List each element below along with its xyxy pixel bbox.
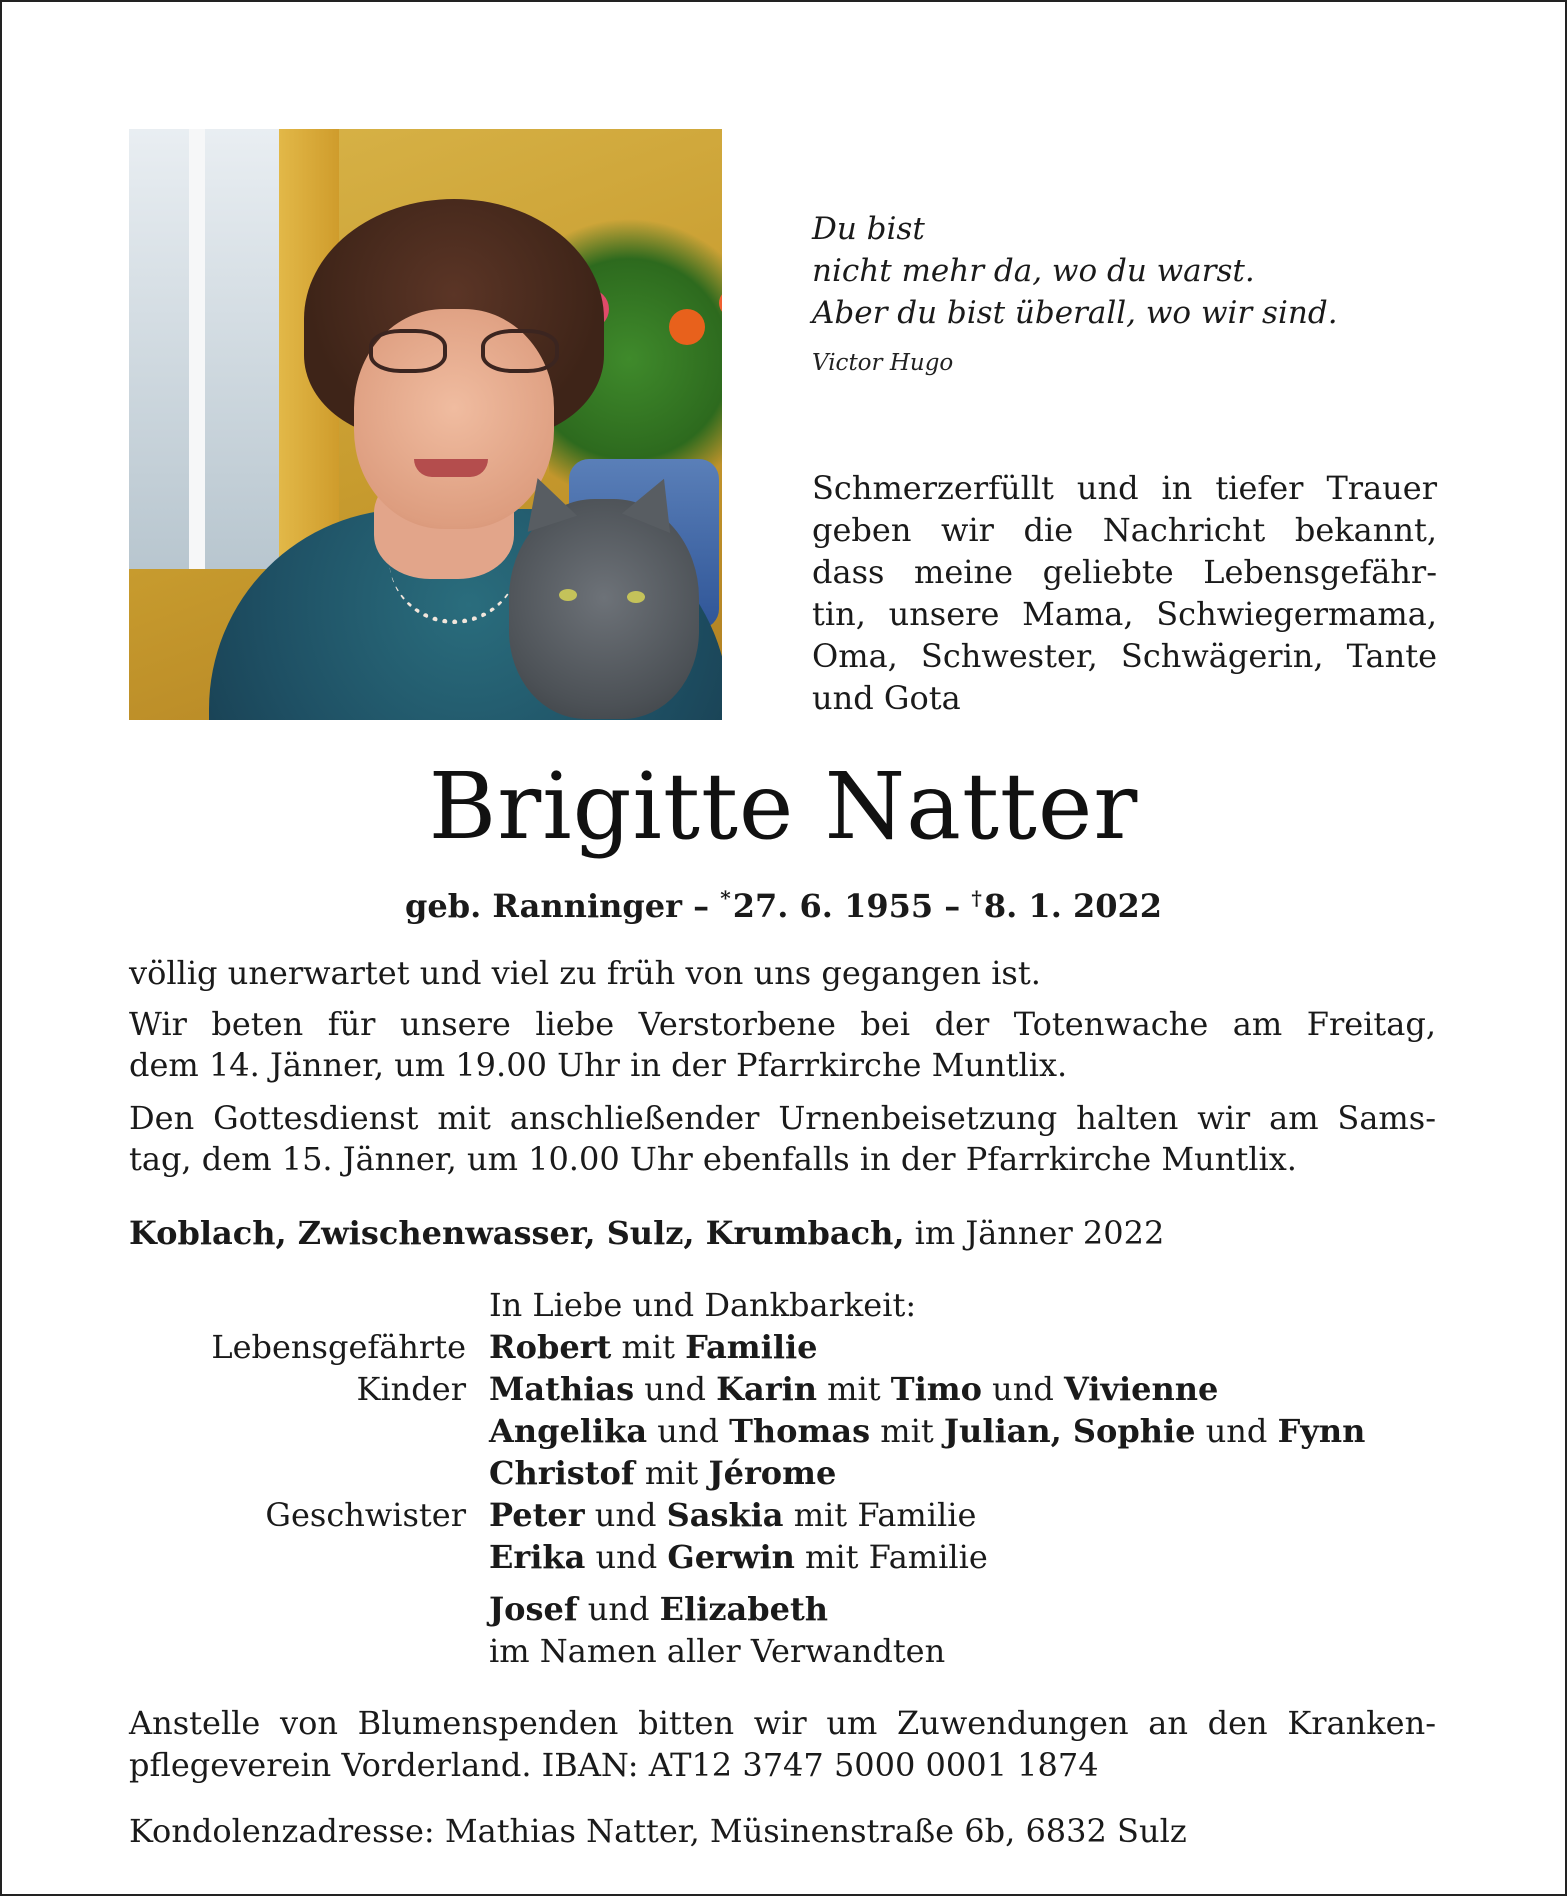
connector: mit <box>827 1370 881 1408</box>
name-bold: Christof <box>489 1454 635 1492</box>
date-line: im Jänner 2022 <box>914 1214 1165 1252</box>
wake-paragraph <box>129 1004 1436 1086</box>
connector: und <box>587 1590 650 1628</box>
quote-line: Aber du bist überall, wo wir sind. <box>812 295 1338 331</box>
passing-text <box>129 953 1436 994</box>
name-bold: Peter <box>489 1496 585 1534</box>
intro-paragraph <box>812 467 1437 719</box>
connector: mit <box>644 1454 699 1492</box>
siblings-label: Geschwister <box>265 1496 466 1534</box>
intro-line: Oma, Schwester, Schwägerin, Tante <box>812 637 1437 675</box>
child-family-3 <box>489 1452 836 1494</box>
connector: und <box>1205 1412 1268 1450</box>
quote-author: Victor Hugo <box>812 350 954 376</box>
name-bold: Elizabeth <box>659 1590 829 1628</box>
child-family-2 <box>489 1410 1365 1452</box>
sibling-family-2 <box>489 1536 988 1578</box>
name-bold: Gerwin <box>667 1538 795 1576</box>
name-bold: Mathias <box>489 1370 635 1408</box>
donation-line: Anstelle von Blumenspenden bitten wir um Zuwendungen an den Kranken- <box>129 1704 1436 1742</box>
name-bold: Karin <box>716 1370 817 1408</box>
funeral-line: Den Gottesdienst mit anschließender Urnenbeisetzung halten wir am Sams- <box>129 1099 1436 1137</box>
birth-symbol: * <box>720 886 731 910</box>
connector: und <box>594 1496 657 1534</box>
children-label: Kinder <box>356 1370 466 1408</box>
donation-line: pflegeverein Vorderland. IBAN: AT12 3747 5000 0001 1874 <box>129 1746 1099 1784</box>
connector: mit <box>621 1328 675 1366</box>
intro-line: dass meine geliebte Lebensgefähr- <box>812 553 1437 591</box>
wake-line: dem 14. Jänner, um 19.00 Uhr in der Pfarrkirche Muntlix. <box>129 1046 1068 1084</box>
partner-label: Lebensgefährte <box>211 1328 466 1366</box>
name-bold: Josef <box>489 1590 578 1628</box>
dash: – <box>693 887 710 925</box>
donation-paragraph <box>129 1702 1436 1786</box>
signatures <box>0 1284 1567 1672</box>
extra-names <box>489 1588 828 1630</box>
partner-names <box>489 1326 817 1368</box>
name-bold: Familie <box>685 1328 818 1366</box>
quote <box>812 208 1338 334</box>
sibling-family-1 <box>489 1494 976 1536</box>
signature-intro: In Liebe und Dankbarkeit: <box>489 1286 917 1324</box>
name-bold: Thomas <box>729 1412 871 1450</box>
connector: und <box>657 1412 719 1450</box>
life-dates <box>0 878 1567 926</box>
child-family-1 <box>489 1368 1218 1410</box>
birth-date: 27. 6. 1955 <box>732 887 934 925</box>
connector: und <box>992 1370 1054 1408</box>
funeral-paragraph <box>129 1098 1436 1180</box>
name-bold: Julian, Sophie <box>943 1412 1196 1450</box>
place-date-line <box>129 1213 1436 1254</box>
connector: und <box>595 1538 658 1576</box>
connector: mit Familie <box>805 1538 988 1576</box>
dash: – <box>944 887 961 925</box>
death-symbol: † <box>971 886 982 910</box>
relatives-line: im Namen aller Verwandten <box>489 1632 946 1670</box>
name-bold: Saskia <box>666 1496 784 1534</box>
quote-line: nicht mehr da, wo du warst. <box>812 253 1255 289</box>
funeral-line: tag, dem 15. Jänner, um 10.00 Uhr ebenfalls in der Pfarrkirche Muntlix. <box>129 1140 1297 1178</box>
portrait-photo <box>129 129 722 720</box>
intro-line: tin, unsere Mama, Schwiegermama, <box>812 595 1437 633</box>
connector: und <box>644 1370 706 1408</box>
quote-line: Du bist <box>812 211 925 247</box>
name-bold: Robert <box>489 1328 612 1366</box>
connector: mit Familie <box>793 1496 977 1534</box>
condolence-address <box>129 1810 1436 1852</box>
name-bold: Fynn <box>1277 1412 1366 1450</box>
deceased-name: Brigitte Natter <box>428 753 1139 860</box>
wake-line: Wir beten für unsere liebe Verstorbene bei der Totenwache am Freitag, <box>129 1005 1436 1043</box>
name-bold: Vivienne <box>1063 1370 1219 1408</box>
intro-line: geben wir die Nachricht bekannt, <box>812 511 1437 549</box>
name-bold: Erika <box>489 1538 586 1576</box>
intro-line: Schmerzerfüllt und in tiefer Trauer <box>812 469 1437 507</box>
birth-name: geb. Ranninger <box>404 887 682 925</box>
name-bold: Angelika <box>489 1412 648 1450</box>
passing-line: völlig unerwartet und viel zu früh von uns gegangen ist. <box>129 954 1041 992</box>
death-date: 8. 1. 2022 <box>983 887 1163 925</box>
places: Koblach, Zwischenwasser, Sulz, Krumbach, <box>129 1214 905 1252</box>
address-line: Kondolenzadresse: Mathias Natter, Müsinenstraße 6b, 6832 Sulz <box>129 1812 1187 1850</box>
name-bold: Timo <box>890 1370 982 1408</box>
intro-line: und Gota <box>812 679 961 717</box>
name-bold: Jérome <box>708 1454 837 1492</box>
connector: mit <box>880 1412 934 1450</box>
